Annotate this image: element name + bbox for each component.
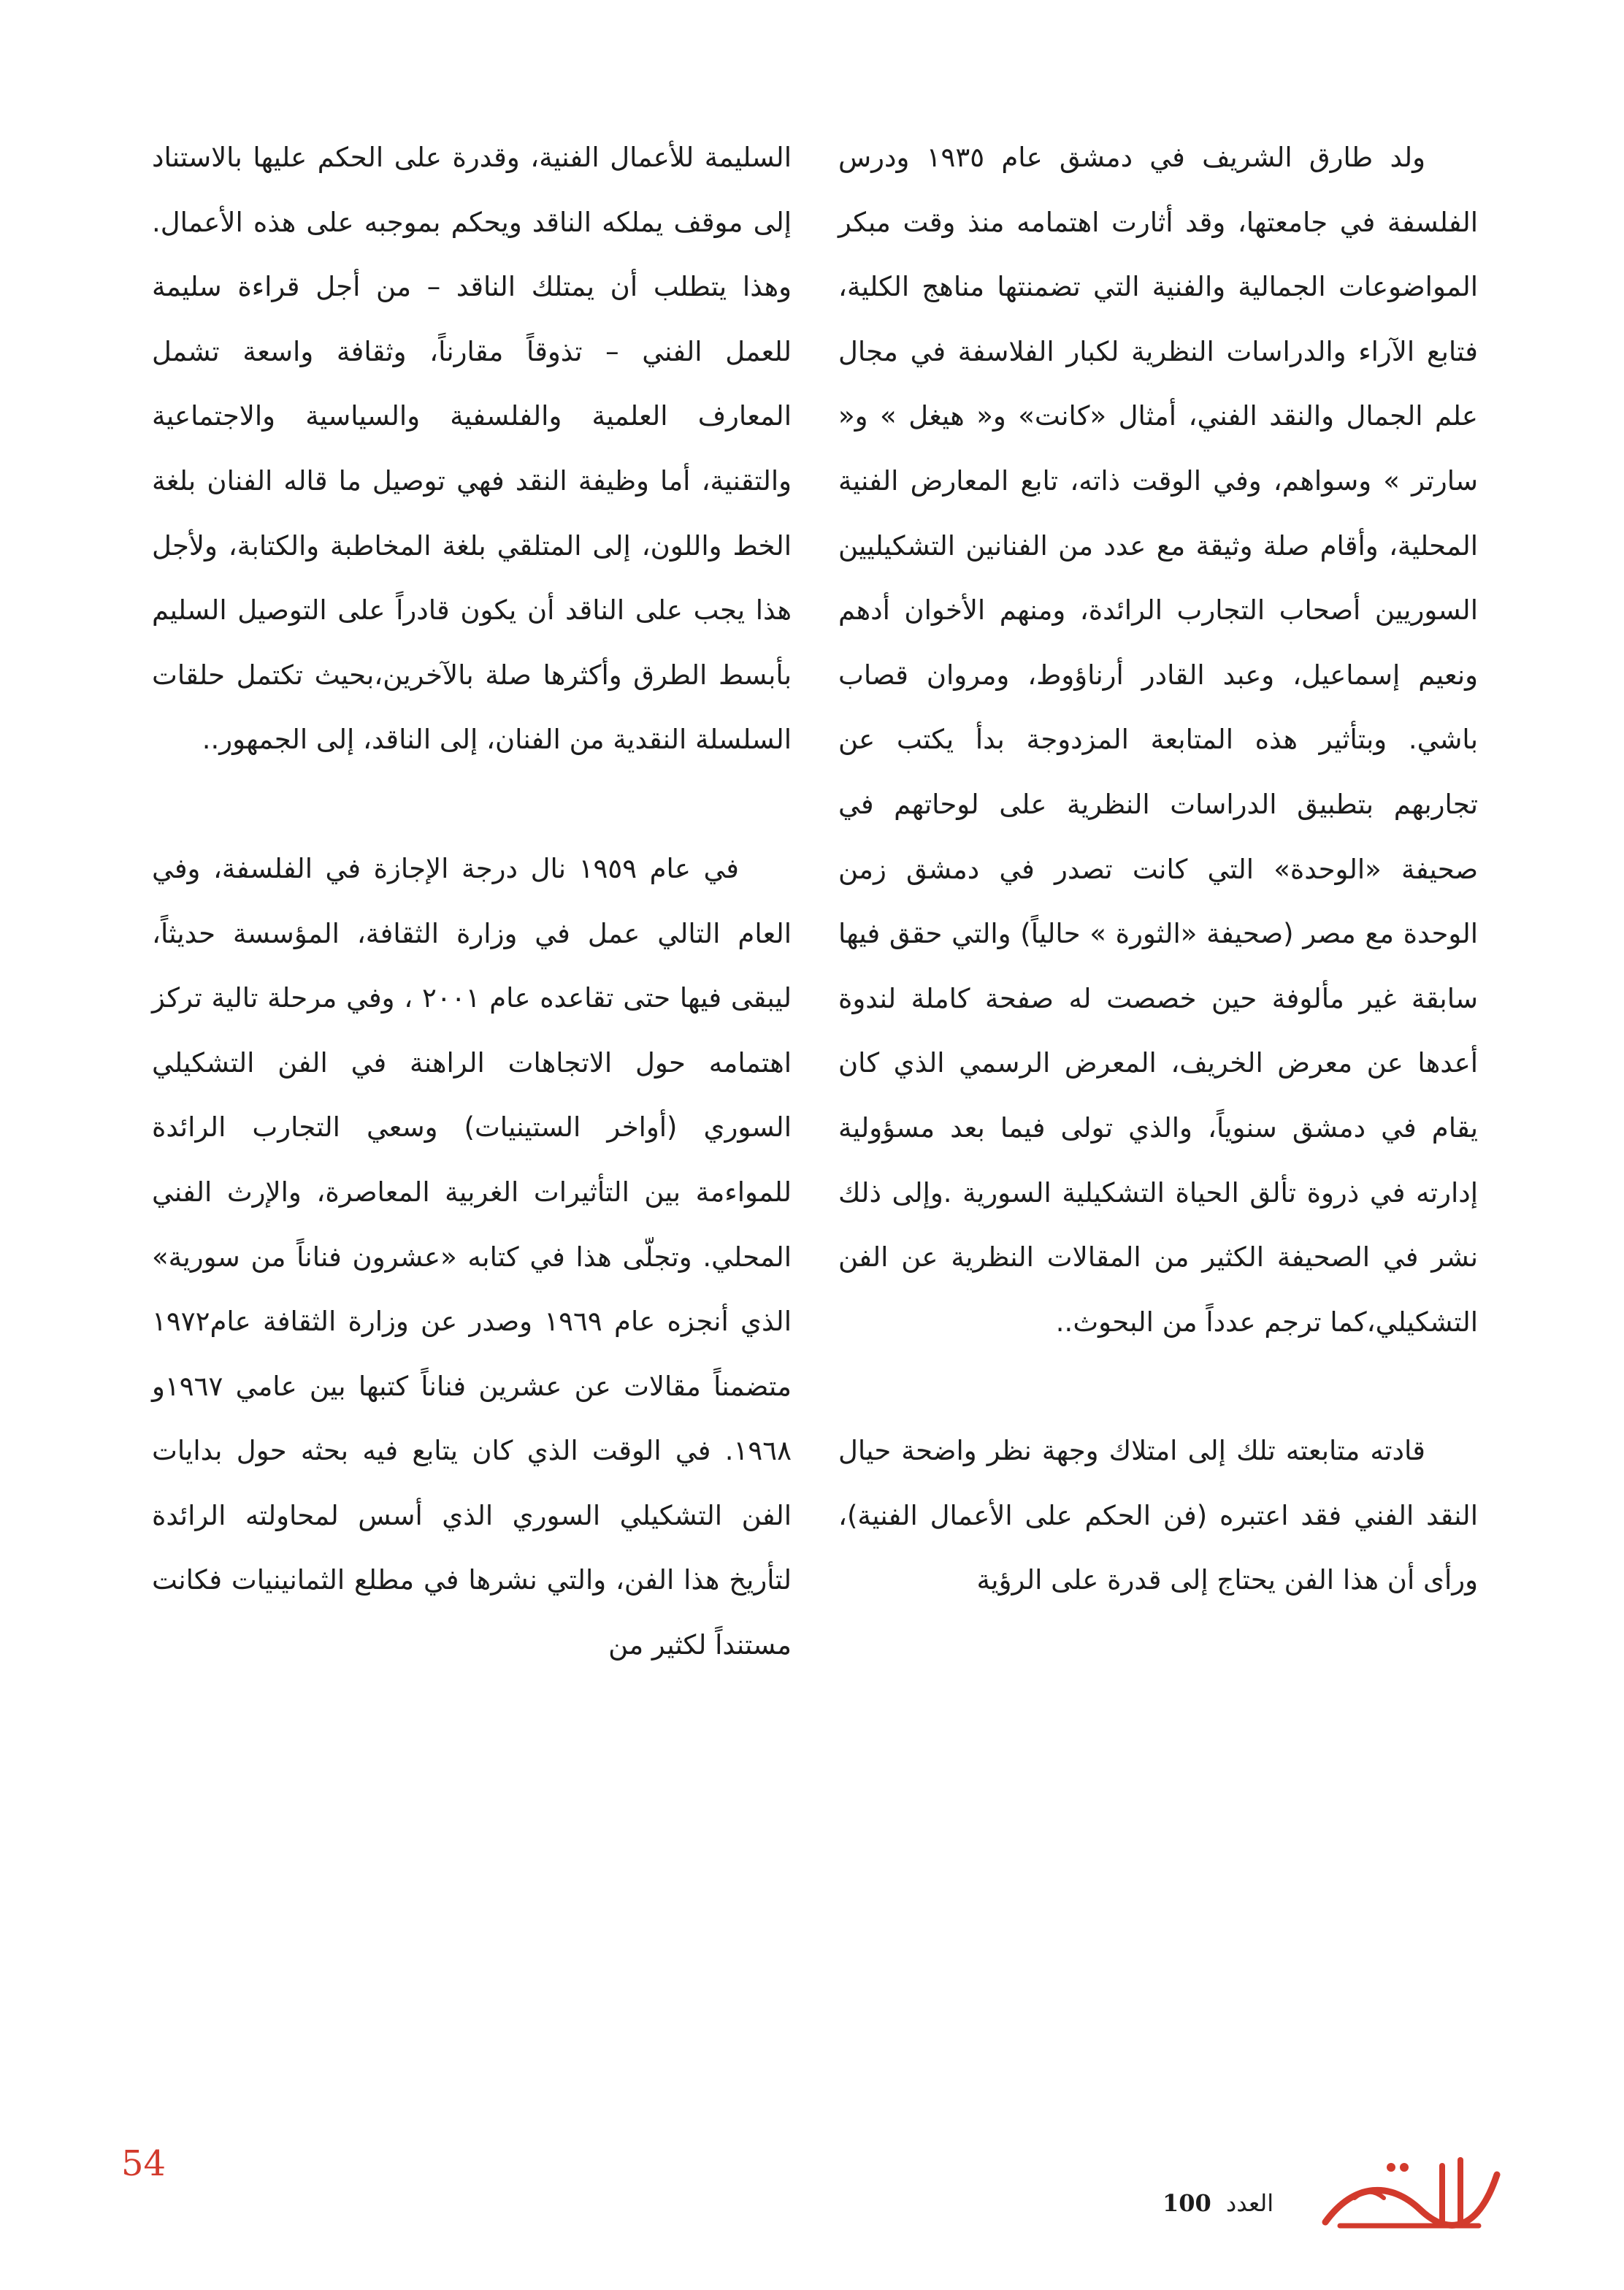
article-column-right	[838, 126, 1478, 1613]
article-paragraph: ولد طارق الشريف في دمشق عام ١٩٣٥ ودرس الفلسفة في جامعتها، وقد أثارت اهتمامه منذ وقت مبكر المواضوعات الجمالية والفنية التي تضمنتها مناهج الكلية، فتابع الآراء والدراسات النظرية لكبار الفلاسفة في مجال علم الجمال والنقد الفني، أمثال «كانت» و« هيغل » و« سارتر » وسواهم، وفي الوقت ذاته، تابع المعارض الفنية المحلية، وأقام صلة وثيقة مع عدد من الفنانين التشكيليين السوريين أصحاب التجارب الرائدة، ومنهم الأخوان أدهم ونعيم إسماعيل، وعبد القادر أرناؤوط، ومروان قصاب باشي. وبتأثير هذه المتابعة المزدوجة بدأ يكتب عن تجاربهم بتطبيق الدراسات النظرية على لوحاتهم في صحيفة «الوحدة» التي كانت تصدر في دمشق زمن الوحدة مع مصر (صحيفة «الثورة » حالياً) والتي حقق فيها سابقة غير مألوفة حين خصصت له صفحة كاملة لندوة أعدها عن معرض الخريف، المعرض الرسمي الذي كان يقام في دمشق سنوياً، والذي تولى فيما بعد مسؤولية إدارته في ذروة تألق الحياة التشكيلية السورية .وإلى ذلك نشر في الصحيفة الكثير من المقالات النظرية عن الفن التشكيلي،كما ترجم عدداً من البحوث..	[838, 142, 1478, 1338]
page-number: 54	[121, 2143, 166, 2184]
issue-number: 100	[1163, 2189, 1211, 2217]
article-column-left	[152, 126, 792, 1678]
issue-label: العدد	[1225, 2189, 1274, 2217]
issue-info	[1163, 2189, 1273, 2217]
article-paragraph: في عام ١٩٥٩ نال درجة الإجازة في الفلسفة، وفي العام التالي عمل في وزارة الثقافة، المؤسسة حديثاً، ليبقى فيها حتى تقاعده عام ٢٠٠١ ، وفي مرحلة تالية تركز اهتمامه حول الاتجاهات الراهنة في الفن التشكيلي السوري (أواخر الستينيات) وسعي التجارب الرائدة للمواءمة بين التأثيرات الغربية المعاصرة، والإرث الفني المحلي. وتجلّى هذا في كتابه «عشرون فناناً من سورية» الذي أنجزه عام ١٩٦٩ وصدر عن وزارة الثقافة عام١٩٧٢ متضمناً مقالات عن عشرين فناناً كتبها بين عامي ١٩٦٧و ١٩٦٨. في الوقت الذي كان يتابع فيه بحثه حول بدايات الفن التشكيلي السوري الذي أسس لمحاولته الرائدة لتأريخ هذا الفن، والتي نشرها في مطلع الثمانينيات فكانت مستنداً لكثير من	[152, 852, 792, 1661]
article-paragraph: قادته متابعته تلك إلى امتلاك وجهة نظر واضحة حيال النقد الفني فقد اعتبره (فن الحكم على الأعمال الفنية)، ورأى أن هذا الفن يحتاج إلى قدرة على الرؤية	[838, 1435, 1478, 1596]
magazine-logo-icon	[1311, 2153, 1508, 2240]
article-paragraph: السليمة للأعمال الفنية، وقدرة على الحكم عليها بالاستناد إلى موقف يملكه الناقد ويحكم بموجبه على هذه الأعمال. وهذا يتطلب أن يمتلك الناقد – من أجل قراءة سليمة للعمل الفني – تذوقاً مقارناً، وثقافة واسعة تشمل المعارف العلمية والفلسفية والسياسية والاجتماعية والتقنية، أما وظيفة النقد فهي توصيل ما قاله الفنان بلغة الخط واللون، إلى المتلقي بلغة المخاطبة والكتابة، ولأجل هذا يجب على الناقد أن يكون قادراً على التوصيل السليم بأبسط الطرق وأكثرها صلة بالآخرين،بحيث تكتمل حلقات السلسلة النقدية من الفنان، إلى الناقد، إلى الجمهور..	[152, 142, 792, 756]
